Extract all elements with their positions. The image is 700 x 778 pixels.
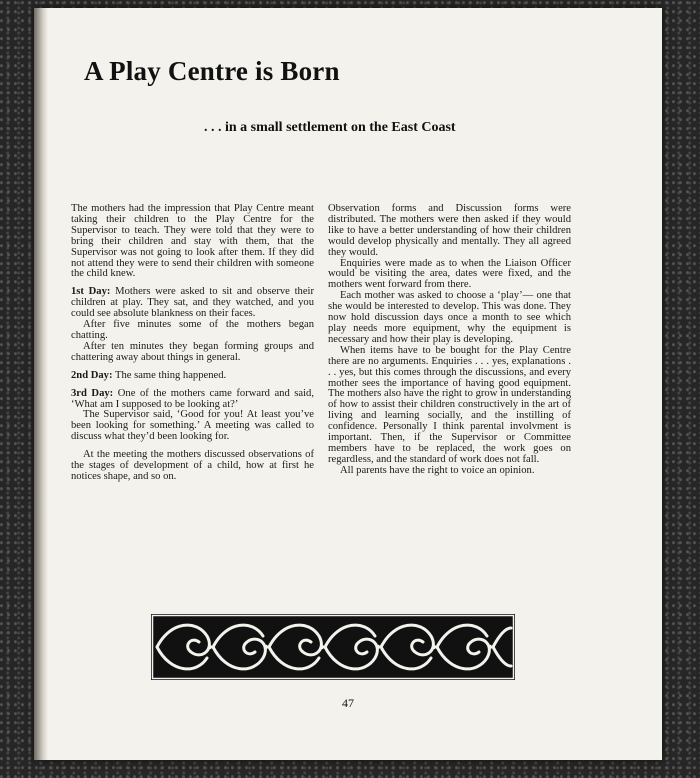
day-label: 1st Day: xyxy=(71,286,111,298)
day-label: 2nd Day: xyxy=(71,369,113,381)
paragraph: After ten minutes they began forming groups and chattering away about things in general. xyxy=(71,340,314,363)
paragraph-day-2 xyxy=(71,371,314,382)
article-title: A Play Centre is Born xyxy=(84,56,340,86)
paragraph: Observation forms and Discussion forms were distributed. The mothers were then asked if they would like to have a better understanding of how their children would develop physically and mentally. They all agreed they would. xyxy=(328,203,571,258)
day-text: One of the mothers came forward and said, ‘What am I supposed to be looking at?’ xyxy=(71,387,315,410)
page-number: 47 xyxy=(342,696,354,710)
paragraph: All parents have the right to voice an opinion. xyxy=(340,464,535,476)
paragraph: The Supervisor said, ‘Good for you! At least you’ve been looking for something.’ A meeting was called to discuss what they’d been looking for. xyxy=(71,409,314,443)
paragraph: The mothers had the impression that Play Centre meant taking their children to the Play Centre for the Supervisor to teach. They were told that they were to bring their children and stay with them, that the Supervisor was not going to look after them. If they did not attend they were to send their children with someone the child knew. xyxy=(71,203,314,280)
day-label: 3rd Day: xyxy=(71,387,114,399)
paragraph: At the meeting the mothers discussed observations of the stages of development of a child, how at first he notices shape, and so on. xyxy=(71,449,314,482)
day-text: The same thing happened. xyxy=(112,369,227,381)
day-text: Mothers were asked to sit and observe their children at play. They sat, and they watched, and you could see absolute blankness on their faces. xyxy=(71,286,314,320)
paragraph: After five minutes some of the mothers began chatting. xyxy=(71,319,314,341)
paragraph: When items have to be bought for the Play Centre there are no arguments. Enquiries . . . yes, explanations . . . yes, but this comes through the discussions, and every mother sees the importance of having good equipment. The mothers also have the right to grow in understanding of how to assist their children constructively in the art of living and learning socially, and the instilling of confidence. Personally I think parental involvment is important. Then, if the Supervisor or Committee members have to be replaced, the work goes on regardless, and the standard of work does not fall. xyxy=(328,344,571,465)
right-column xyxy=(328,204,571,477)
paragraph-day-1 xyxy=(71,287,314,320)
left-column xyxy=(71,204,314,483)
book-page xyxy=(34,8,662,760)
kowhaiwhai-scroll-ornament-icon xyxy=(151,614,515,680)
paragraph: Enquiries were made as to when the Liaison Officer would be visiting the area, dates were fixed, and the mothers went forward from there. xyxy=(328,257,571,291)
ornament-band xyxy=(151,614,515,680)
paragraph-day-3 xyxy=(71,389,314,411)
page-gutter-shadow xyxy=(34,8,48,760)
article-subtitle: . . . in a small settlement on the East Coast xyxy=(204,120,456,135)
paragraph: Each mother was asked to choose a ‘play’— one that she would be interested to develop. This was done. They now hold discussion days once a month to see which play needs more equipment, why the equipment is necessary and how their play is developing. xyxy=(328,290,571,345)
